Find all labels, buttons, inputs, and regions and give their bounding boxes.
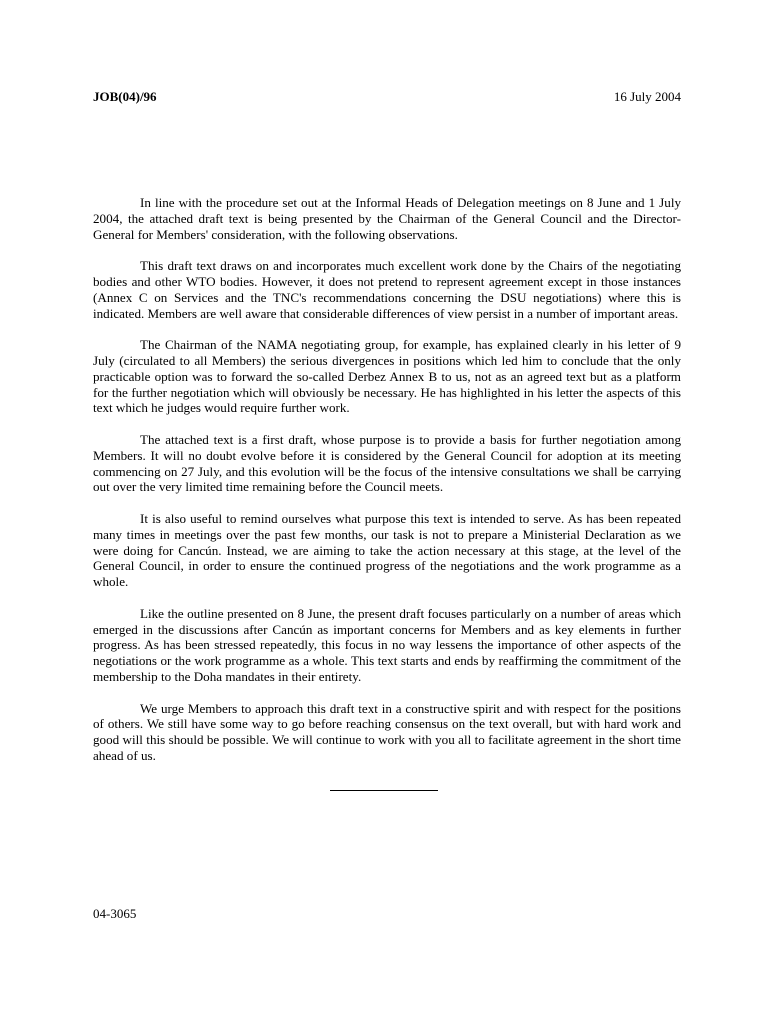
paragraph-3: The Chairman of the NAMA negotiating group, for example, has explained clearly in his letter of 9 July (circulated to all Members) the serious divergences in positions which led him to conclude that the only practicable option was to forward the so-called Derbez Annex B to us, not as an agreed text but as a platform for the further negotiation which will obviously be necessary. He has highlighted in his letter the aspects of this text which he judges would require further work. — [93, 337, 681, 416]
paragraph-2: This draft text draws on and incorporates much excellent work done by the Chairs of the negotiating bodies and other WTO bodies. However, it does not pretend to represent agreement except in those instances (Annex C on Services and the TNC's recommendations concerning the DSU negotiations) where this is indicated. Members are well aware that considerable differences of view persist in a number of important areas. — [93, 258, 681, 321]
paragraph-5: It is also useful to remind ourselves what purpose this text is intended to serve. As has been repeated many times in meetings over the past few months, our task is not to prepare a Ministerial Declaration as we were doing for Cancún. Instead, we are aiming to take the action necessary at this stage, at the level of the General Council, in order to ensure the continued progress of the negotiations and the work programme as a whole. — [93, 510, 681, 590]
document-header — [93, 89, 681, 105]
document-symbol: JOB(04)/96 — [93, 89, 157, 104]
paragraph-6: Like the outline presented on 8 June, the present draft focuses particularly on a number of areas which emerged in the discussions after Cancún as important concerns for Members and as key elements in further progress. As has been stressed repeatedly, this focus in no way lessens the importance of other aspects of the negotiations or the work programme as a whole. This text starts and ends by reaffirming the commitment of the membership to the Doha mandates in their entirety. — [93, 605, 681, 684]
document-date: 16 July 2004 — [613, 89, 681, 104]
document-reference-number: 04-3065 — [93, 906, 137, 921]
paragraph-7: We urge Members to approach this draft text in a constructive spirit and with respect for the positions of others. We still have some way to go before reaching consensus on the text overall, but with hard work and good will this should be possible. We will continue to work with you all to facilitate agreement in the short time ahead of us. — [93, 700, 681, 763]
paragraph-4: The attached text is a first draft, whose purpose is to provide a basis for further negotiation among Members. It will no doubt evolve before it is considered by the General Council for adoption at its meeting commencing on 27 July, and this evolution will be the focus of the intensive consultations we shall be carrying out over the very limited time remaining before the Council meets. — [93, 431, 681, 495]
document-body — [93, 195, 681, 764]
end-separator-line — [330, 790, 438, 791]
paragraph-1: In line with the procedure set out at the Informal Heads of Delegation meetings on 8 June and 1 July 2004, the attached draft text is being presented by the Chairman of the General Council and the Director-General for Members' consideration, with the following observations. — [93, 195, 681, 242]
